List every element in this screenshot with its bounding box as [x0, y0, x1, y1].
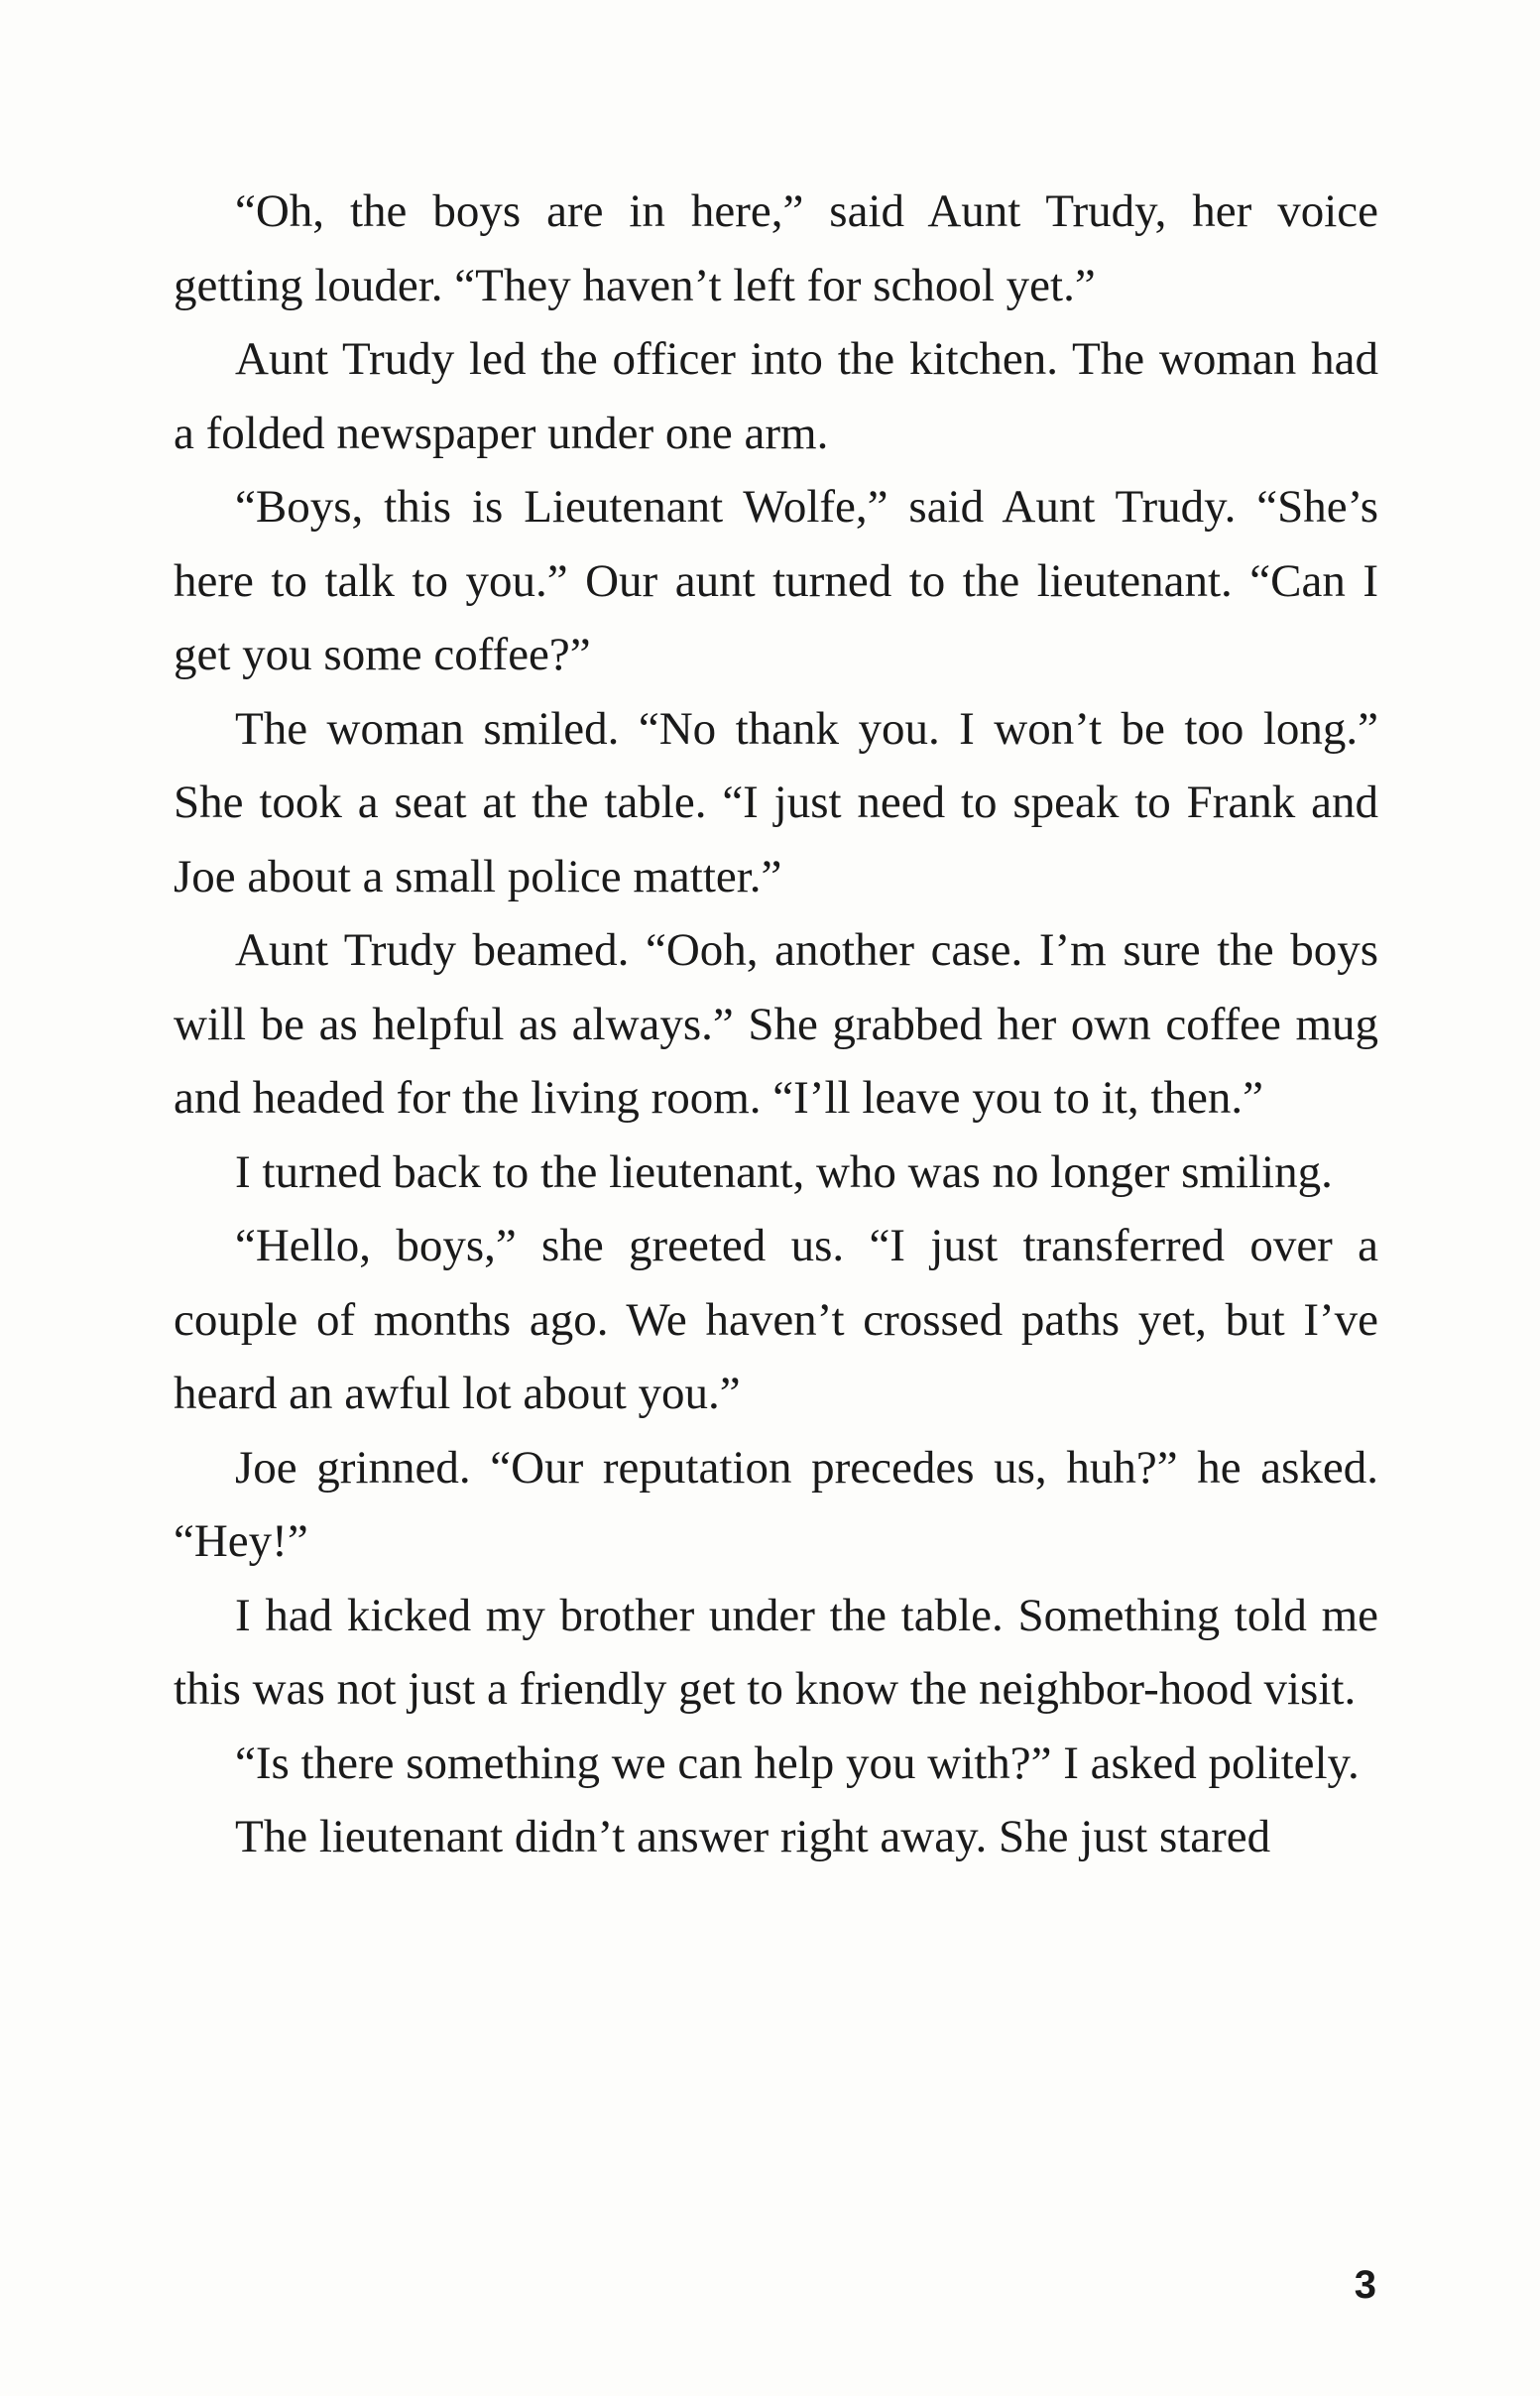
paragraph-4: The woman smiled. “No thank you. I won’t be too long.” She took a seat at the table. “I just need to speak to Frank and Joe about a small police matter.”: [174, 702, 1378, 902]
paragraph-11: The lieutenant didn’t answer right away. She just stared: [235, 1811, 1271, 1862]
paragraph-5: Aunt Trudy beamed. “Ooh, another case. I’m sure the boys will be as helpful as always.” She grabbed her own coffee mug and headed for the living room. “I’ll leave you to it, then.”: [174, 924, 1378, 1124]
paragraph-3: “Boys, this is Lieutenant Wolfe,” said Aunt Trudy. “She’s here to talk to you.” Our aunt turned to the lieutenant. “Can I get you some coffee?”: [174, 481, 1378, 680]
paragraph-8: Joe grinned. “Our reputation precedes us, huh?” he asked. “Hey!”: [174, 1441, 1378, 1567]
page-number: 3: [1354, 2263, 1376, 2307]
paragraph-9: I had kicked my brother under the table. Something told me this was not just a friendly get to know the neighbor-hood visit.: [174, 1589, 1378, 1715]
paragraph-1: “Oh, the boys are in here,” said Aunt Trudy, her voice getting louder. “They haven’t left for school yet.”: [174, 185, 1378, 311]
body-text: [174, 175, 1378, 1874]
paragraph-7: “Hello, boys,” she greeted us. “I just transferred over a couple of months ago. We haven’t crossed paths yet, but I’ve heard an awful lot about you.”: [174, 1220, 1378, 1419]
paragraph-6: I turned back to the lieutenant, who was no longer smiling.: [235, 1145, 1333, 1198]
paragraph-2: Aunt Trudy led the officer into the kitchen. The woman had a folded newspaper under one arm.: [174, 333, 1378, 459]
paragraph-10: “Is there something we can help you with?” I asked politely.: [235, 1737, 1360, 1789]
